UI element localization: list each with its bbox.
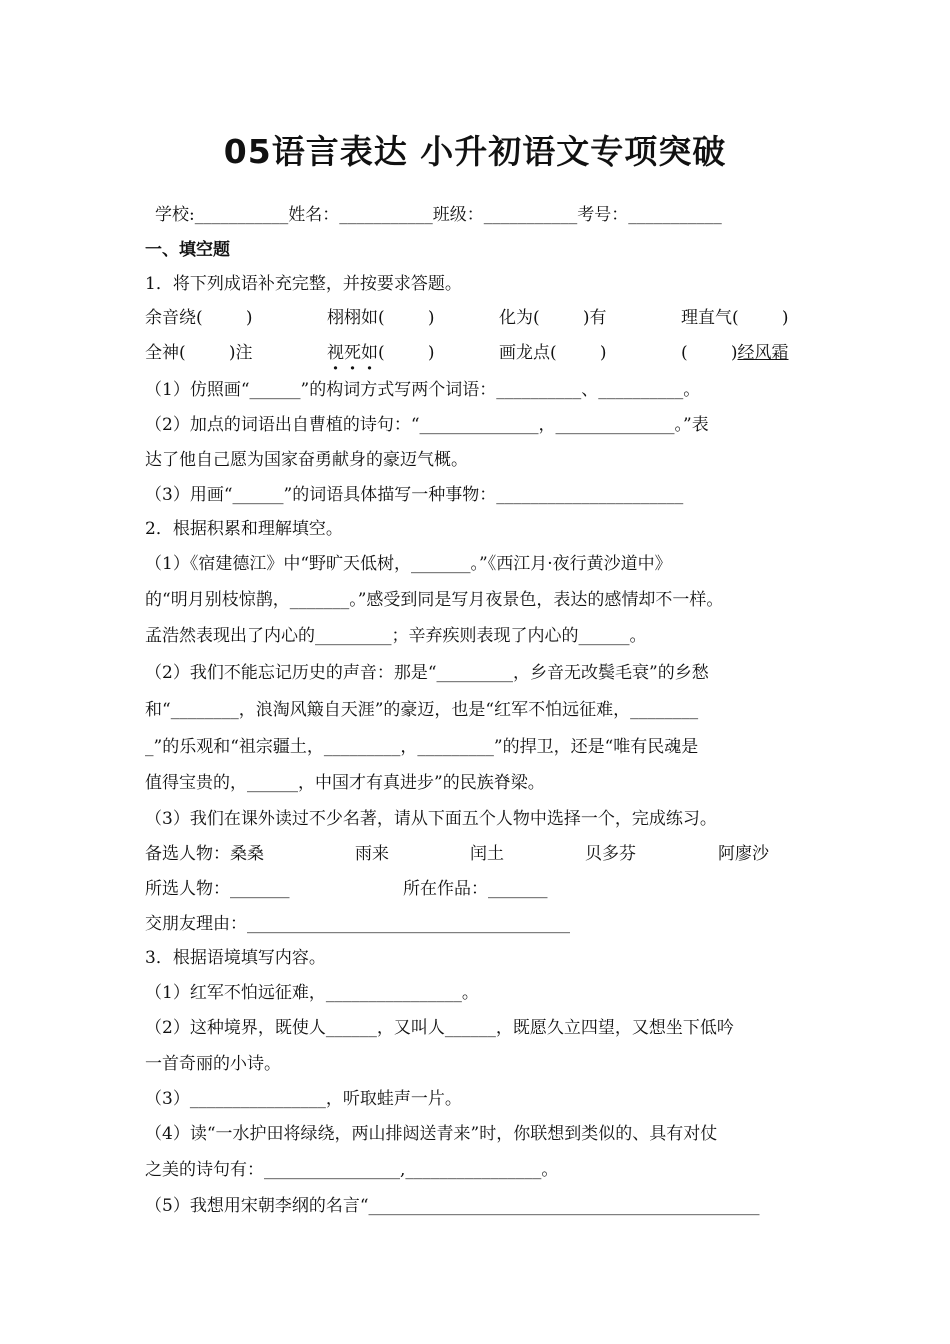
- idiom-6: [327, 341, 435, 365]
- q3-line6: 之美的诗句有：________________,________________。: [145, 1160, 559, 1180]
- q3-line7: （5）我想用宋朝李纲的名言“______________________________________________: [145, 1196, 760, 1216]
- candidate-4: 贝多芬: [585, 844, 636, 864]
- work-title: 所在作品：_______: [403, 879, 548, 899]
- q2-line4: （2）我们不能忘记历史的声音：那是“_________，乡音无改鬓毛衰”的乡愁: [145, 663, 709, 683]
- idiom-4: 理直气( ): [681, 308, 789, 328]
- section-heading: 一、填空题: [145, 240, 230, 260]
- q2-line7: 值得宝贵的，______，中国才有真进步”的民族脊梁。: [145, 773, 545, 793]
- candidate-label: 备选人物：桑桑: [145, 844, 264, 864]
- q3-line4: （3）________________，听取蛙声一片。: [145, 1089, 462, 1109]
- q3-stem: 3．根据语境填写内容。: [145, 948, 326, 968]
- q2-line3: 孟浩然表现出了内心的_________；辛弃疾则表现了内心的______。: [145, 626, 647, 646]
- idiom-6-blank: ( ): [378, 343, 435, 363]
- q3-line1: （1）红军不怕远征难，________________。: [145, 983, 479, 1003]
- idiom-2: 栩栩如( ): [327, 308, 435, 328]
- q2-line1: （1）《宿建德江》中“野旷天低树，_______。”《西江月·夜行黄沙道中》: [145, 554, 672, 574]
- idiom-1: 余音绕( ): [145, 308, 253, 328]
- candidate-5: 阿廖沙: [718, 844, 769, 864]
- q2-line6: _”的乐观和“祖宗疆土，_________，_________”的捍卫，还是“唯有民魂是: [145, 737, 699, 757]
- q1-sub2-line1: （2）加点的词语出自曹植的诗句：“______________，______________。”表: [145, 415, 709, 435]
- idiom-8-blank: ( ): [681, 343, 738, 363]
- q3-line3: 一首奇丽的小诗。: [145, 1054, 281, 1074]
- candidate-2: 雨来: [355, 844, 389, 864]
- idiom-8: [681, 341, 789, 365]
- dotted-char: 如: [361, 343, 378, 363]
- friend-reason: 交朋友理由：______________________________________: [145, 914, 570, 934]
- idiom-7: 画龙点( ): [499, 343, 607, 363]
- idiom-3: 化为( )有: [499, 308, 607, 328]
- q1-sub1: （1）仿照画“______”的构词方式写两个词语：__________、__________。: [145, 380, 701, 400]
- header-fields: 学校:___________姓名：___________班级：___________考号：___________: [155, 205, 722, 225]
- dotted-char: 死: [344, 343, 361, 363]
- q2-line2: 的“明月别枝惊鹊，_______。”感受到同是写月夜景色，表达的感情却不一样。: [145, 590, 724, 610]
- q2-stem: 2．根据积累和理解填空。: [145, 519, 343, 539]
- q3-line2: （2）这种境界，既使人______，又叫人______，既愿久立四望，又想坐下低吟: [145, 1018, 734, 1038]
- idiom-5: 全神( )注: [145, 343, 253, 363]
- q1-sub3: （3）用画“______”的词语具体描写一种事物：______________________: [145, 485, 684, 505]
- q1-stem: 1．将下列成语补充完整，并按要求答题。: [145, 274, 462, 294]
- chosen-person: 所选人物：_______: [145, 879, 290, 899]
- q1-sub2-line2: 达了他自己愿为国家奋勇献身的豪迈气概。: [145, 450, 468, 470]
- candidate-3: 闰土: [470, 844, 504, 864]
- underlined-word: 经风霜: [737, 343, 789, 363]
- q2-line8: （3）我们在课外读过不少名著，请从下面五个人物中选择一个，完成练习。: [145, 809, 717, 829]
- q2-line5: 和“________，浪淘风簸自天涯”的豪迈，也是“红军不怕远征难，________: [145, 700, 699, 720]
- q3-line5: （4）读“一水护田将绿绕，两山排闼送青来”时，你联想到类似的、具有对仗: [145, 1124, 718, 1144]
- dotted-char: 视: [327, 343, 344, 363]
- page-title: 05语言表达 小升初语文专项突破: [223, 132, 727, 171]
